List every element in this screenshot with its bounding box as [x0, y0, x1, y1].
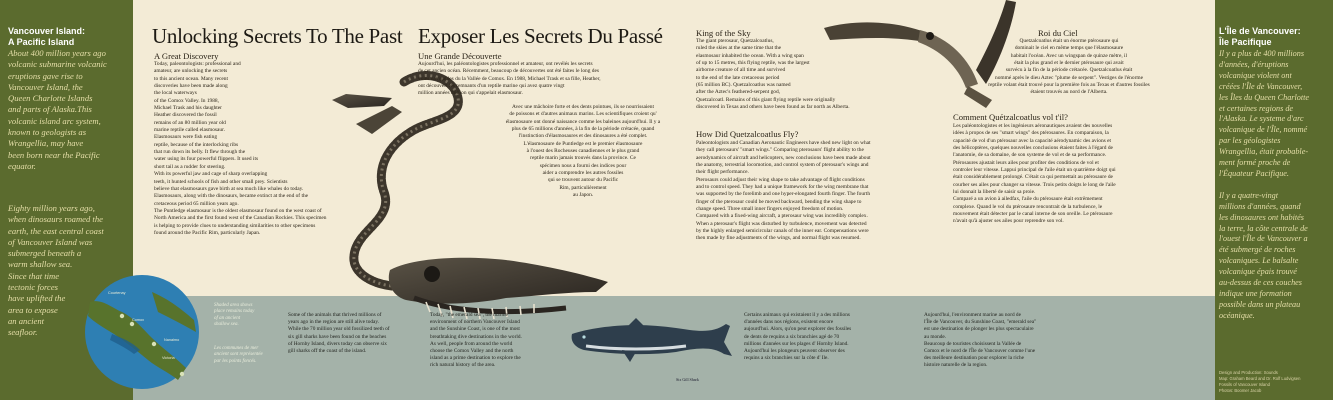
vancouver-island-map	[82, 272, 202, 392]
credits: Design and Production: Sounds Map: Graham Beard and Dr. Rolf Ludvigsen Fossils of Vancouver Island Photos: Boomer Jacob	[1219, 370, 1301, 393]
subheading-how-did-quetzalcoatlus-fly: How Did Quetzalcoatlus Fly?	[696, 129, 799, 139]
right-sidebar	[1215, 0, 1333, 400]
body-roi-du-ciel: Quetzalcoatlus était un énorme ptérosaure qui dominait le ciel en même temps que l'élasmosaure habitait l'océan. Avec un wingspan de quinze mètre, il était la plus grand et le dernier ptérosaure qui avait survécu à la fin de la période crétacée. Quetzalcoatlus était nommé après le dieu Aztec "plume de serpent". Vestiges de l'énorme reptile volant était trouvé pour la première fois au Texas et d'autres fossiles étaient trouvés au nord de l'Alberta.	[988, 38, 1150, 96]
body-fr-elasmosaur-2: Avec une mâchoire forte et des dents pointues, ils se nourrissaient de poissons et d'autres animaux marins. Les scientifiques croient qu' élasmosaure ont donné naissance comme les baleines aujourd'hui. Il y a plus de 65 millions d'années, à la fin de la période crétacée, quand l'instinction d'élasmosaures et des dinosaures a été complet. L'élasmosaure de Puntledge est le premier élasmosaure à l'ouest des Rocheuses canadiennes et le plus grand reptile marin jamais trouvés dans la province. Ce spécimen nous a fourni des indices pour aider a comprendre les autres fossiles qui se trouvent autour du Pacific Rim, particulièrement au Japon.	[505, 104, 661, 199]
bottom-text-animals-en: Some of the animals that thrived millions of years ago in the region are still alive today. While the 70 million year old fossilized teeth of six gill sharks have been found on the beaches of Hornby Island, divers today can observe six gill sharks off the coast of the island.	[288, 312, 390, 355]
body-en-elasmosaur: Today, paleontologists: professional and amateur, are unlocking the secrets to this ancient ocean. Many recent discoveries have been made along the local waterways of the Comox Valley. In 1988, Michael Trask and his daughter Heather discovered the fossil remains of an 80 million year old marine reptile called elasmosaur. Elasmosaurs were fish eating reptile, because of the interlocking ribs that run down its belly. It flew through the water using its four powerful flippers. It used its short tail as a rudder for steering. With its powerful jaw and cage of sharp overlapping teeth, it hunted schools of fish and other small prey. Scientists believe that elasmosaurs gave birth at sea much like whales do today. Elasmosaurs, along with the dinosaurs, became extinct at the end of the cretaceous period 65 million years ago. The Puntledge elasmosaur is the oldest elasmosaur found on the west coast of North America and the first found west of the Canadian Rockies. This specimen is helping to provide clues to understanding similarities to other specimens found around the Pacific Rim, particularly Japan.	[154, 61, 327, 236]
subheading-fr-grande-decouverte: Une Grande Découverte	[418, 51, 502, 61]
bottom-text-emerald-sea-en: Today, "the emerald sea", the marine environment of northern Vancouver Island and the Sunshine Coast, is one of the most breathtaking dive destinations in the world. As well, people from around the world choose the Comox Valley and the north island as a prime destination to explore the rich natural history of the area.	[430, 312, 522, 369]
map-caption-fr: Les communes de mer ancient sont représentée par les points foncés.	[214, 346, 263, 364]
map-label-nanaimo: Nanaimo	[164, 338, 180, 342]
map-caption-en: Shaded area shows place remains today of an ancient shallow sea.	[214, 303, 255, 328]
right-sidebar-text: Il y a plus de 400 millions d'années, d'éruptions volcanique violent ont créées l'Île de Vancouver, les Îles du Queen Charlotte et certaines regions de l'Alaska. Le systeme d'arc volcanique de l'Île, nommé par les géologistes Wrangellia, était probable- ment formé proche de l'Équateur Pacifique. Il y a quatre-vingt millions d'années, quand les dinosaures ont habités la terre, la côte centrale de l'ouest l'Île de Vancouver a été submergé de roches volcaniques. Le balsalte volcanique épais trouvé au-dessus de ces couches indique une formation possible dans un plateau océanique.	[1219, 49, 1310, 320]
body-king-of-the-sky: The giant pterosaur, Quetzalcoatlus, ruled the skies at the same time that the elasmosaur inhabited the ocean. With a wing span of up to 15 metres, this flying reptile, was the largest airborne creature of all time and survived to the end of the late cretaceous period (65 million BC). Quetzalcoatlus was named after the Aztec's feathered-serpent god, Quetzalcoatl. Remains of this giant flying reptile were originally discovered in Texas and others have been found as far north as Alberta.	[696, 38, 850, 111]
subheading-comment-vol: Comment Quétzalcoatlus vol t'il?	[953, 112, 1068, 122]
left-sidebar-text-2: Eighty million years ago, when dinosaurs roamed the earth, the east central coast of Vancouver Island was submerged beneath a warm shallow sea. Since that time tectonic forces have uplifted the area to expose an ancient seafloor.	[8, 203, 104, 338]
map-label-comox: Comox	[132, 318, 145, 322]
right-sidebar-title: L'Île de Vancouver: Île Pacifique	[1219, 26, 1301, 47]
left-sidebar-text-1: About 400 million years ago volcanic submarine volcanic eruptions gave rise to Vancouver Island, the Queen Charlotte Islands and parts of Alaska.This volcanic island arc system, known to geologists as Wrangellia, may have been born near the Pacific equator.	[8, 48, 107, 171]
headline-en: Unlocking Secrets To The Past	[152, 24, 403, 48]
body-fr-elasmosaur-1: Aujourd'hui, les paléontologistes professionnel et amateur, ont revélés les secrets de cet ancien océan. Récemment, beaucoup de découvertes ont été faites le long des voies navigables du la Vallée de Comox. En 1988, Michael Trask et sa fille, Heather, ont découvert les remnants d'un reptile marine qui avez quatre vingt million années million qui s'appelait elasmosaur.	[418, 61, 601, 97]
shark-caption: Six Gill Shark	[676, 377, 699, 382]
map-label-courtenay: Courtenay	[108, 291, 126, 295]
body-how-did-quetzalcoatlus-fly: Paleontologists and Canadian Aeronautic Engineers have shed new light on what they call pterosaurs' "smart wings." Comparing pterosaurs' flight ability to the aerodynamics of aircraft and helicopters, new conclusions have been made about the anatomy, terrestrial locomotion, and control system of pterosaur's wings and their flight performance. Pterosaurs could adjust their wing shape to take advantage of flight conditions and to control speed. They had a unique framework for the wing membrane that was supported by the forelimb and one hyper-elongated fourth finger. The fourth finger of the pterosaur could be moved backward, bending the wing shape to change speed. Three small inner fingers enjoyed freedom of motion. Compared with a fixed-wing aircraft, a pterosaur wing was incredibly complex. When a pterosaur's flight was disturbed by turbulence, movement was detected by the highly enlarged semicircular canals of the inner ear. Compensations were then made by fine adjustments of the wings, and normal flight was resumed.	[696, 140, 871, 242]
subheading-roi-du-ciel: Roi du Ciel	[1038, 28, 1078, 38]
bottom-text-animals-fr: Certains animaux qui existaient il y a des millions d'années dans nos régions, existent encore aujourd'hui. Alors, qu'on peut explorer des fossiles de dents de requins a six branchies agé de 70 millions d'années sur les plages d' Hornby Island. Aujourd'hui les plongeurs peuvent observer des requins a six branchies sur la côte d' Ile.	[744, 312, 852, 362]
map-label-victoria: Victoria	[162, 356, 175, 360]
six-gill-shark-illustration	[566, 304, 734, 384]
left-sidebar-title: Vancouver Island: A Pacific Island	[8, 26, 86, 47]
headline-fr: Exposer Les Secrets Du Passé	[418, 24, 663, 48]
subheading-en-great-discovery: A Great Discovery	[154, 51, 219, 61]
subheading-king-of-the-sky: King of the Sky	[696, 28, 751, 38]
bottom-text-emerald-sea-fr: Aujourd'hui, l'environment marine au nord de l'Île de Vancouver, du Sunshine Coast, "emerald sea" est une destination de plonger les plus spectaculaire au monde. Beaucoup de touristes choisissent la Vallée de Comox et le nord de l'Île de Vancouver comme l'une des meilleure destination pour explorer la riche histoire naturelle de la region.	[924, 312, 1037, 369]
body-comment-vol: Les paléontologistes et les ingénieurs aéronautiques avaient des nouvelles idées à propos de ses "smart wings" des ptérosaures. En comparaison, la capacité de vol d'un ptérosaur avec la capacité aérodynamic des avions et des hélicoptères, quelques nouvelles conclusions étaient faites à l'égard de l'anatomie, de sa domaine, de son systeme de vol et de sa performance. Ptérosaures ajustait leurs ailes pour profiter des conditions de vol et controler leur vitesse. Lappui principal de l'aile était un quatrième doigt qui était considérablement prolongé. C'était ca qui permettait au ptérosaure de courber ses ailes pour changer sa vitesse. Trois petits doigts le long de l'aile lui donnait la liberté de saisir sa proie. Comparé a un avion à ailedfax, l'aile du ptérosaure était extrêmement complexe. Quand le vol du ptérosaure rencontrait de la turbulence, le mouvement était détecter par le canal interne de son oreille. Le ptérosaure n'avait qu'à ajuster ses ailes pour reprendre son vol.	[953, 123, 1116, 225]
